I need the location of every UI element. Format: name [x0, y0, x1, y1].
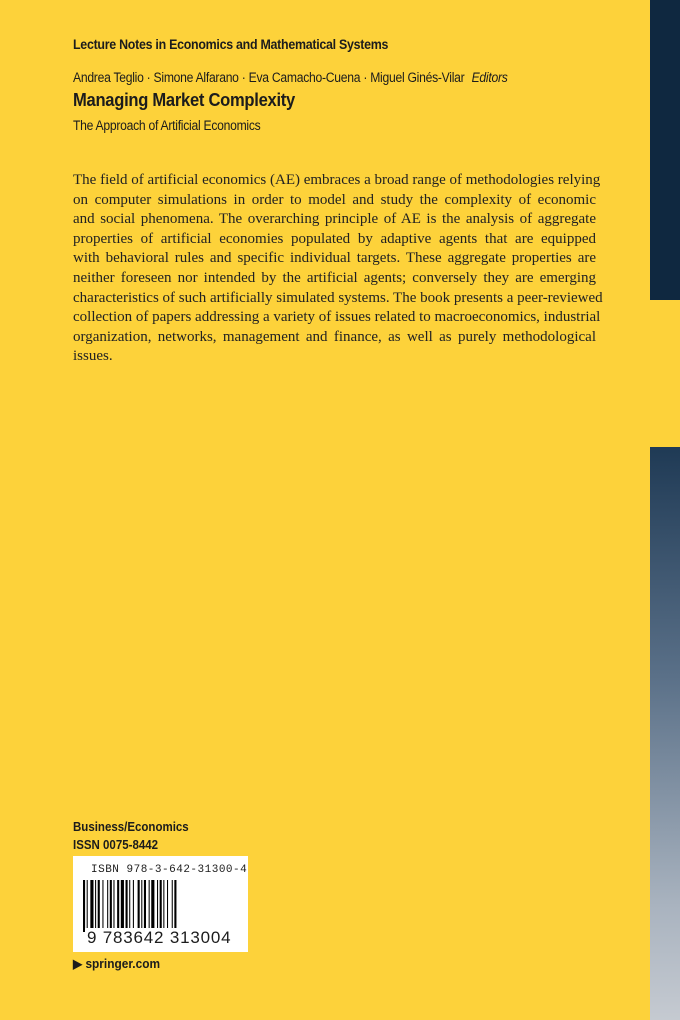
barcode-bar — [144, 880, 146, 932]
barcode-bar — [141, 880, 142, 932]
barcode-bar — [163, 880, 164, 932]
barcode-bar — [113, 880, 114, 932]
barcode-bar — [90, 880, 93, 932]
barcode-bar — [126, 880, 128, 932]
barcode-bar — [157, 880, 158, 932]
barcode-bar — [160, 880, 162, 932]
spine-strip-top — [650, 0, 680, 300]
blurb-line: organization, networks, management and finance, as well as purely methodological — [73, 328, 596, 345]
barcode-bar — [138, 880, 140, 932]
barcode-bar — [133, 880, 134, 932]
series-title: Lecture Notes in Economics and Mathematical Systems — [73, 37, 389, 52]
blurb-line: collection of papers addressing a variety of issues related to macroeconomics, industrial — [73, 309, 601, 326]
blurb-line: issues. — [73, 348, 113, 365]
editors-line — [73, 70, 508, 85]
issn: ISSN 0075-8442 — [73, 838, 159, 852]
editors-label: Editors — [471, 70, 508, 85]
blurb-line: and social phenomena. The overarching principle of AE is the analysis of aggregate — [73, 211, 596, 228]
barcode-bar — [129, 880, 130, 932]
blurb-line: neither foreseen nor intended by the artificial agents; conversely they are emerging — [73, 269, 596, 286]
barcode-bar — [149, 880, 150, 932]
barcode-bar — [151, 880, 154, 932]
blurb-line: The field of artificial economics (AE) embraces a broad range of methodologies relying — [73, 172, 601, 188]
editor-names: Andrea Teglio · Simone Alfarano · Eva Camacho-Cuena · Miguel Ginés-Vilar — [73, 70, 465, 85]
barcode-bar — [95, 880, 96, 932]
ean-number: 9 783642 313004 — [87, 928, 232, 947]
barcode-bar — [172, 880, 173, 932]
subject-category: Business/Economics — [73, 820, 189, 834]
barcode-bar — [121, 880, 124, 932]
barcode-bar — [102, 880, 103, 932]
isbn-text: ISBN 978-3-642-31300-4 — [91, 864, 248, 876]
springer-link[interactable] — [73, 956, 160, 971]
book-title: Managing Market Complexity — [73, 90, 295, 110]
subject-info — [73, 818, 189, 854]
blurb-line: on computer simulations in order to model and study the complexity of economic — [73, 191, 596, 208]
spine-strip-gradient — [650, 447, 680, 1020]
barcode-bar — [117, 880, 119, 932]
blurb-line: with behavioral rules and specific individual targets. These aggregate properties are — [73, 250, 596, 267]
barcode-bar — [174, 880, 176, 932]
blurb-text — [73, 171, 603, 367]
barcode-bar — [110, 880, 112, 932]
barcode-bar — [87, 880, 88, 932]
barcode — [73, 856, 248, 952]
book-subtitle: The Approach of Artificial Economics — [73, 118, 261, 133]
website-label: springer.com — [85, 957, 161, 971]
blurb-line: properties of artificial economies populated by adaptive agents that are equipped — [73, 230, 596, 247]
barcode-bar — [83, 880, 85, 932]
barcode-bar — [107, 880, 108, 932]
barcode-bar — [98, 880, 100, 932]
arrow-right-icon: ▶ — [73, 957, 86, 971]
barcode-bars — [83, 880, 241, 932]
barcode-bar — [167, 880, 168, 932]
blurb-line: characteristics of such artificially simulated systems. The book presents a peer-reviewed — [73, 289, 603, 306]
